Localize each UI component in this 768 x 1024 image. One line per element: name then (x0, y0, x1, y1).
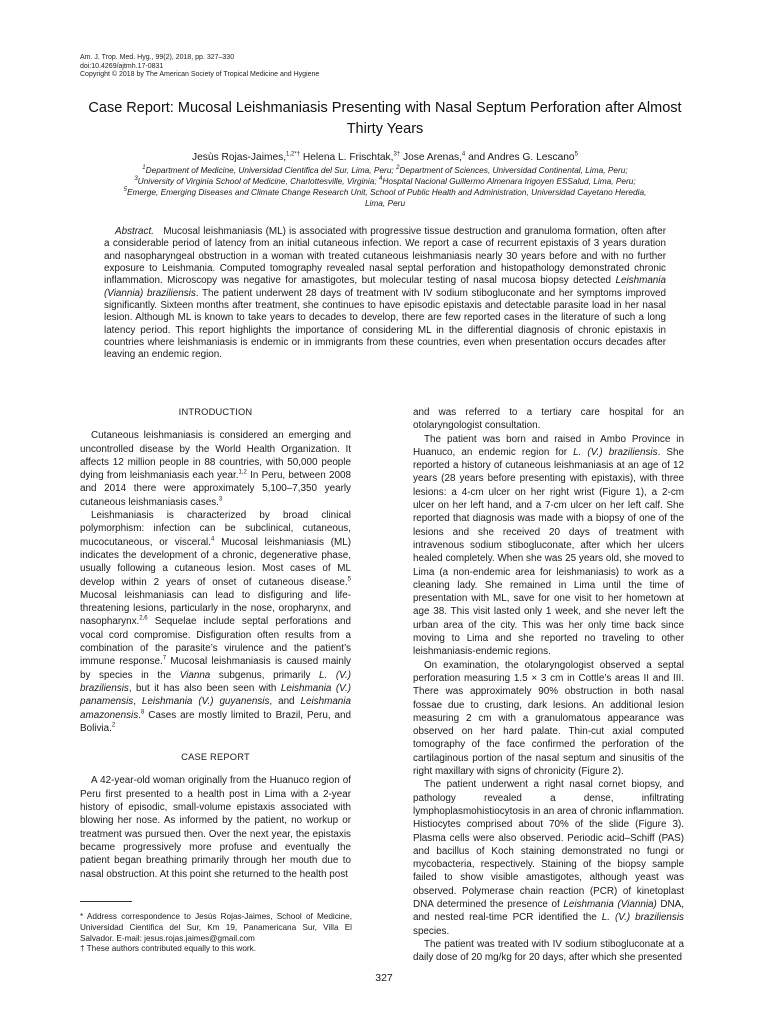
intro-p2-text-e: Mucosal leishmaniasis is caused mainly by species in the (80, 656, 351, 681)
intro-p2-ref-4: 7 (162, 656, 167, 663)
affil-5-num: 5 (123, 187, 127, 194)
affil-3: University of Virginia School of Medicine, Charlottesville, Virginia; (137, 176, 377, 186)
right-p3-text-c: species. (413, 925, 450, 937)
intro-p2-text-f: subgenus, primarily (210, 669, 319, 681)
intro-paragraph-2 (80, 509, 351, 735)
intro-p2-text-l: Cases are mostly limited to Brazil, Peru, and Bolivia. (80, 709, 351, 734)
affiliation-line-1 (80, 165, 690, 176)
affiliations (80, 165, 690, 209)
affil-5: Emerge, Emerging Diseases and Climate Change Research Unit, School of Public Health and Administration, Universidad Cayetano Heredia, (126, 187, 647, 197)
intro-p1-text-a: Cutaneous leishmaniasis is considered an emerging and uncontrolled disease by the World Health Organization. It affects 12 million people in 88 countries, with 50,000 people dying from leishmaniasis each year. (80, 430, 351, 482)
author-1-mark: *† (294, 151, 301, 158)
title-line-1: Case Report: Mucosal Leishmaniasis Presenting with Nasal Septum Perforation after Almost (88, 100, 682, 116)
right-p3-italic-2: L. (V.) braziliensis (601, 912, 684, 924)
footnote-correspondence: * Address correspondence to Jesùs Rojas-Jaimes, School of Medicine, Universidad Cientifica del Sur, Km 19, Panamericana Sur, Villa El Salvador. E-mail: jesus.rojas.jaimes@gmail.com (80, 912, 352, 943)
abstract-text-1: Mucosal leishmaniasis (ML) is associated with progressive tissue destruction and granuloma formation, often after a considerable period of latency from an initial cutaneous infection. We report a case of recurrent epistaxis of 3 years duration and nasopharyngeal obstruction in a woman with treated cutaneous leishmaniasis nearly 30 years before and with no further exposure to Leishmania. Computed tomography revealed nasal septal perforation and histopathology demonstrated chronic inflammation. Microscopy was negative for amastigotes, but molecular testing of nasal mucosa biopsy detected (104, 226, 666, 287)
intro-p1-ref-2: 3 (218, 496, 223, 503)
page-number: 327 (375, 972, 393, 984)
intro-p1-text-b: In Peru, between 2008 and 2014 there were approximately 5,100–7,350 yearly cutaneous leishmaniasis cases. (80, 470, 351, 508)
intro-paragraph-1 (80, 429, 351, 509)
right-paragraph-1 (413, 433, 684, 659)
intro-p2-ref-6: 2 (111, 722, 116, 729)
left-column (80, 406, 351, 881)
journal-citation (80, 54, 319, 80)
intro-p2-ref-1: 4 (211, 536, 215, 543)
article-title (80, 98, 690, 140)
affil-1-num: 1 (142, 165, 146, 172)
intro-p2-italic-2: L. (V.) braziliensis (80, 669, 352, 694)
author-3-affil: 4 (461, 151, 466, 158)
right-paragraph-3 (413, 778, 684, 938)
affil-3-num: 3 (134, 176, 138, 183)
journal-line-citation: Am. J. Trop. Med. Hyg., 99(2), 2018, pp. 327–330 (80, 54, 235, 61)
title-line-2: Thirty Years (346, 121, 424, 137)
section-heading-introduction: INTRODUCTION (178, 407, 253, 417)
author-3: Jose Arenas, (403, 152, 462, 163)
footnote-equal-contribution: † These authors contributed equally to this work. (80, 944, 256, 954)
affiliation-line-4: Lima, Peru (364, 198, 406, 208)
affiliation-line-3 (80, 187, 690, 198)
affil-4: Hospital Nacional Guillermo Almenara Irigoyen ESSalud, Lima, Peru; (382, 176, 636, 186)
abstract-label: Abstract. (115, 226, 154, 237)
intro-p2-text-k: . (138, 709, 141, 721)
footnotes (80, 912, 352, 955)
right-p1-text-b: . She reported a history of cutaneous leishmaniasis at an age of 12 years (28 years before presenting with epistaxis), with three lesions: a 4-cm ulcer on her right wrist (Figure 1), a 2-cm ulcer on her left hand, and a 7-cm ulcer on her left calf. She reported that diagnosis was made with a biopsy of one of the lesions and she received 20 days of treatment with intravenous sodium stibogluconate, after which her ulcers healed completely. When she was 25 years old, she moved to Lima (a non-endemic area for leishmaniasis) to work as a cleaning lady. She remained in Lima until the time of presentation with ML, save for one visit to her hometown at age 38. This visit lasted only 1 week, and she never left the urban area of the city. This was her only time back since moving to Lima and she reported no traveling to other leishmaniasis-endemic regions. (413, 446, 684, 658)
affil-2: Department of Sciences, Universidad Continental, Lima, Peru; (399, 165, 628, 175)
intro-p2-ref-2: 5 (347, 576, 351, 583)
intro-p2-italic-4: Leishmania (V.) guyanensis (141, 696, 270, 708)
affil-2-num: 2 (396, 165, 400, 172)
right-p1-italic-1: L. (V.) braziliensis (573, 446, 658, 458)
right-p3-text-b: DNA, and nested real-time PCR identified the (413, 898, 684, 924)
journal-line-copyright: Copyright © 2018 by The American Society of Tropical Medicine and Hygiene (80, 71, 320, 78)
right-paragraph-2: On examination, the otolaryngologist observed a septal perforation measuring 1.5 × 3 cm in Cottle’s areas II and III. There was approximately 90% obstruction in both nasal fossae due to crusting, dark lesions. An additional lesion measuring 2 cm with a granulomatous appearance was observed on her hard palate. Thin-cut axial computed tomography of the face confirmed the perforation of the cartilaginous portion of the nasal septum and sinusitis of the right maxillary with signs of chronicity (Figure 2). (413, 659, 684, 778)
author-2-mark: † (396, 151, 401, 158)
author-2-affil: 3 (393, 151, 397, 158)
intro-p2-text-j: , and (269, 696, 301, 708)
right-p3-text-a: The patient underwent a right nasal cornet biopsy, and pathology revealed a dense, infiltrating lymphoplasmohistiocytosis in an area of chronic inflammation. Histiocytes comprised about 70% of the slide (Figure 3). Plasma cells were also observed. Periodic acid–Schiff (PAS) and bacillus of Koch staining demonstrated no fungi or mycobacteria, respectively. Staining of the biopsy sample failed to show visible amastigotes, although yeast was observed. Polymerase chain reaction (PCR) of kinetoplast DNA determined the presence of (413, 779, 684, 910)
intro-p1-ref-1: 1,2 (238, 469, 247, 476)
right-paragraph-0: and was referred to a tertiary care hospital for an otolaryngologist consultation. (413, 407, 684, 432)
intro-p2-italic-1: Vianna (179, 669, 211, 681)
section-heading-case-report: CASE REPORT (181, 752, 250, 763)
author-1: Jesùs Rojas-Jaimes, (192, 152, 287, 163)
intro-p2-text-b: Mucosal leishmaniasis (ML) indicates the development of a chronic, degenerative phase, usually following a cutaneous lesion. Most cases of ML develop within 2 years of onset of cutaneous disease. (80, 536, 351, 588)
author-2: Helena L. Frischtak, (302, 152, 394, 163)
affil-4-num: 4 (379, 176, 383, 183)
intro-p2-text-g: , but it has also been seen with (128, 682, 281, 694)
author-4-affil: 5 (574, 151, 578, 158)
intro-p2-text-a: Leishmaniasis is characterized by broad clinical polymorphism: infection can be subclinical, cutaneous, mucocutaneous, or visceral. (80, 510, 351, 548)
abstract-text-2: . The patient underwent 28 days of treatment with IV sodium stibogluconate and her symptoms improved significantly. Sixteen months after treatment, she continues to have episodic epistaxis and detectable parasite load in her nasal lesion. Although ML is known to take years to decades to develop, there are few reported cases in the literature of such a long latency period. This report highlights the importance of considering ML in the differential diagnosis of chronic epistaxis in countries where leishmaniasis is endemic or in immigrants from these countries, even when presentation occurs decades after leaving an endemic region. (104, 287, 666, 361)
author-1-affil: 1,2 (286, 151, 295, 158)
author-list (80, 151, 690, 164)
abstract-species: Leishmania (Viannia) braziliensis (104, 275, 666, 299)
intro-p2-ref-5: 8 (140, 709, 145, 716)
abstract (104, 226, 666, 362)
intro-p2-ref-3: 2,6 (139, 616, 148, 623)
affiliation-line-2 (80, 176, 690, 187)
right-p3-italic-1: Leishmania (Viannia) (563, 898, 657, 910)
right-paragraph-4: The patient was treated with IV sodium stibogluconate at a daily dose of 20 mg/kg for 20 days, after which she presented (413, 938, 684, 964)
journal-line-doi: doi:10.4269/ajtmh.17-0831 (80, 62, 164, 70)
right-column (413, 406, 684, 964)
intro-p2-text-d: Sequelae include septal perforations and vocal cord compromise. Disfiguration often results from a combination of the parasite’s virulence and the patient’s immune response. (80, 616, 351, 668)
case-paragraph-1: A 42-year-old woman originally from the Huanuco region of Peru first presented to a health post in Lima with a 2-year history of episodic, small-volume epistaxis associated with blowing her nose. As informed by the patient, no workup or treatment was pursued then. Over the next year, the epistaxis became progressively more profuse and eventually the patient began breathing primarily through her mouth due to nasal obstruction. At this point she returned to the health post (80, 775, 351, 880)
footnote-rule (80, 901, 132, 902)
intro-p2-text-h: , (133, 696, 142, 708)
intro-p2-italic-5: Leishmania amazonensis (80, 696, 351, 721)
author-4: and Andres G. Lescano (468, 152, 575, 163)
affil-1: Department of Medicine, Universidad Cientifica del Sur, Lima, Peru; (145, 165, 394, 175)
intro-p2-text-c: Mucosal leishmaniasis can lead to disfiguring and life-threatening lesions, particularly in the nose, oropharynx, and nasopharynx. (80, 589, 351, 628)
intro-p2-italic-3: Leishmania (V.) panamensis (80, 682, 352, 708)
right-p1-text-a: The patient was born and raised in Ambo Province in Huanuco, an endemic region for (413, 433, 684, 458)
